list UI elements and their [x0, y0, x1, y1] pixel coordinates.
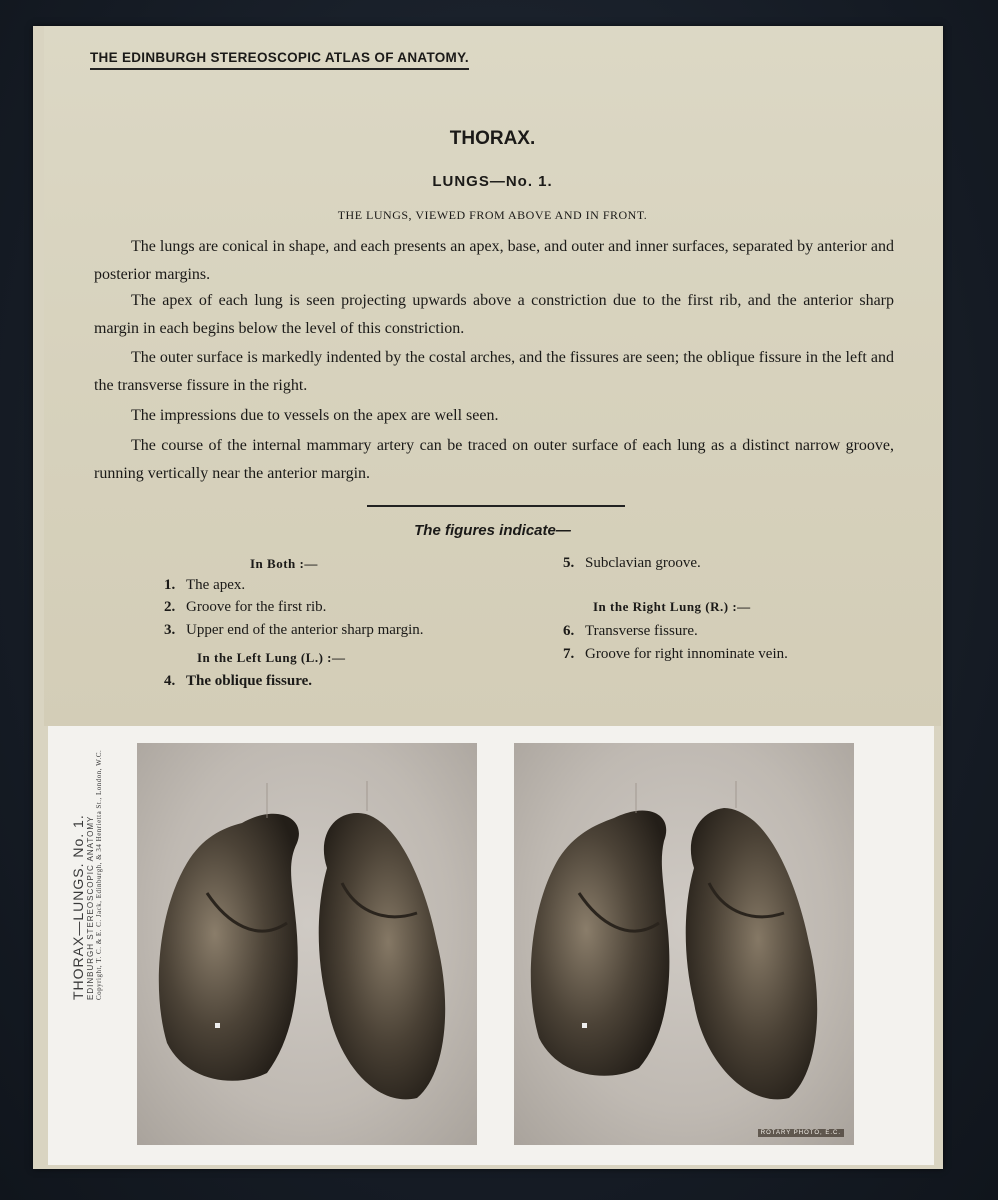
figure-item-text: Groove for right innominate vein.: [585, 646, 788, 662]
text-panel: [44, 26, 941, 726]
paragraph: The impressions due to vessels on the apex are well seen.: [131, 407, 499, 424]
figure-item: [563, 646, 788, 663]
figure-item-text: Subclavian groove.: [585, 555, 701, 571]
group-heading-right: In the Right Lung (R.) :—: [593, 599, 751, 614]
figure-item: [563, 623, 698, 640]
figures-heading: The figures indicate—: [414, 522, 571, 539]
paragraph: The course of the internal mammary artery can be traced on outer surface of each lung as a distinct narrow groove, running vertically near the anterior margin.: [94, 437, 894, 482]
figure-item-text: Upper end of the anterior sharp margin.: [186, 622, 424, 638]
figure-item-number: 3.: [164, 622, 176, 638]
stereo-photo-right: [514, 743, 854, 1145]
figure-item: [164, 673, 312, 690]
figure-item-text: The oblique fissure.: [186, 673, 312, 689]
figure-item-text: Transverse fissure.: [585, 623, 698, 639]
photo-label-publisher: EDINBURGH STEREOSCOPIC ANATOMY: [86, 815, 95, 1000]
paragraph: The lungs are conical in shape, and each presents an apex, base, and outer and inner surfaces, separated by anterior and posterior margins.: [94, 238, 894, 283]
atlas-header: THE EDINBURGH STEREOSCOPIC ATLAS OF ANATOMY.: [90, 50, 469, 70]
page-title: THORAX.: [449, 128, 536, 149]
divider-rule: [367, 505, 625, 507]
view-caption: THE LUNGS, VIEWED FROM ABOVE AND IN FRONT.: [337, 208, 648, 222]
photo-label-title: THORAX—LUNGS. No. 1.: [70, 814, 86, 1000]
lungs-illustration: [137, 743, 477, 1145]
group-heading-left: In the Left Lung (L.) :—: [197, 650, 346, 665]
figure-item-text: Groove for the first rib.: [186, 599, 327, 615]
photo-stamp: ROTARY PHOTO, E.C.: [758, 1129, 844, 1137]
figure-item-number: 5.: [563, 555, 575, 571]
photo-label-copyright: Copyright, T. C. & E. C. Jack, Edinburgh, & 34 Henrietta St., London, W.C.: [95, 749, 103, 1000]
figure-item: [164, 599, 326, 616]
paragraph: The outer surface is markedly indented by the costal arches, and the fissures are seen; the oblique fissure in the left and the transverse fissure in the right.: [94, 349, 894, 394]
paragraph: The apex of each lung is seen projecting upwards above a constriction due to the first rib, and the anterior sharp margin in each begins below the level of this constriction.: [94, 292, 894, 337]
stereo-photo-left: [137, 743, 477, 1145]
figure-item-number: 1.: [164, 577, 176, 593]
photo-side-label: [70, 750, 103, 1000]
figure-item-text: The apex.: [186, 577, 246, 593]
lungs-illustration: [514, 743, 854, 1145]
figure-item-number: 7.: [563, 646, 575, 662]
figure-item: [164, 622, 424, 639]
figure-item-number: 6.: [563, 623, 575, 639]
page-subtitle: LUNGS—No. 1.: [432, 173, 553, 190]
group-heading-both: In Both :—: [250, 556, 318, 571]
figure-item: [164, 577, 245, 594]
figure-item-number: 2.: [164, 599, 176, 615]
figure-item: [563, 555, 701, 572]
figure-item-number: 4.: [164, 673, 176, 689]
